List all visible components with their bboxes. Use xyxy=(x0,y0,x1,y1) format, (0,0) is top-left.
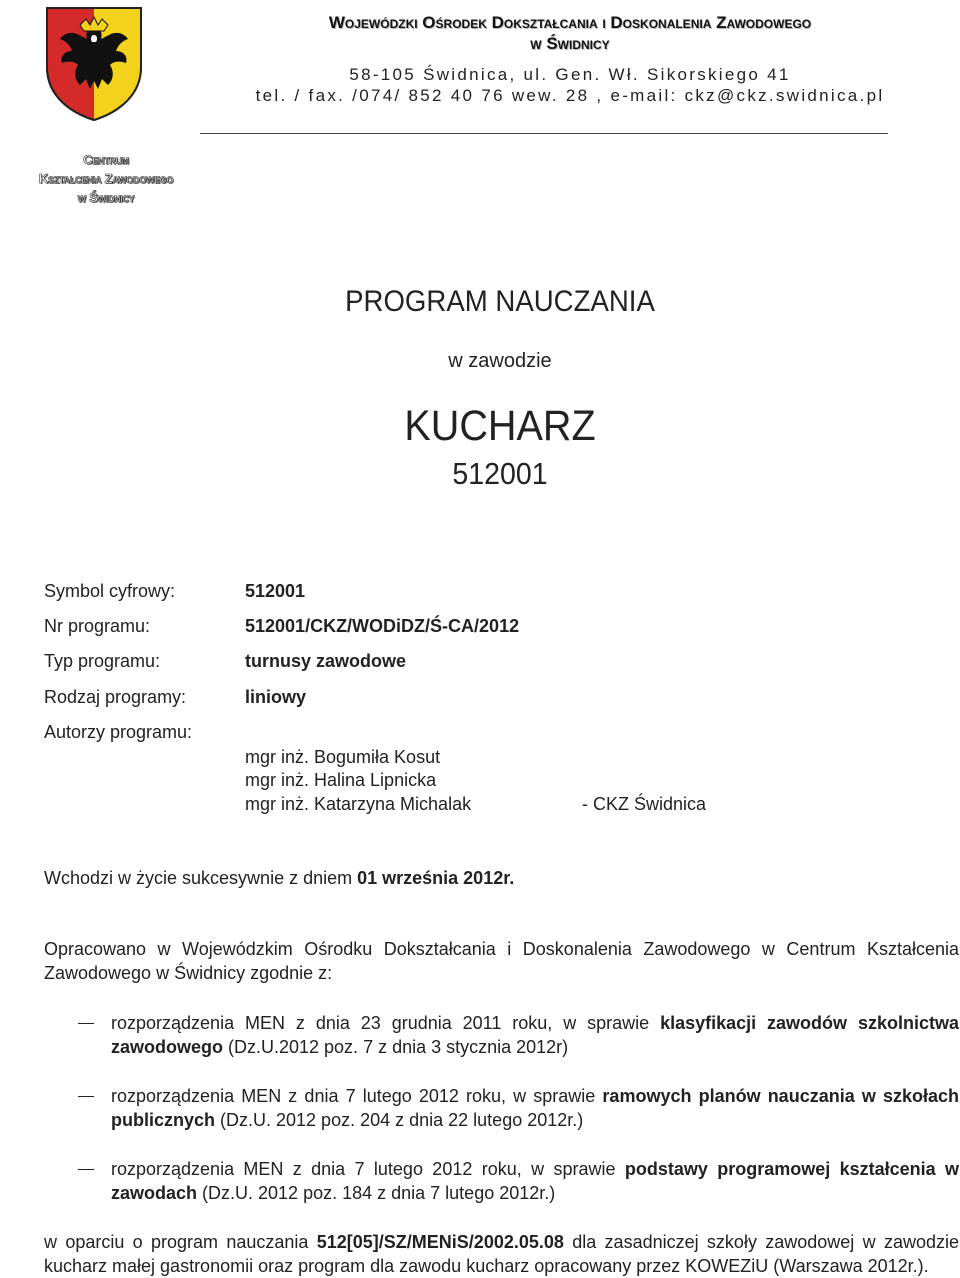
document-title: PROGRAM NAUCZANIA xyxy=(345,285,655,318)
program-number-label: Nr programu: xyxy=(44,616,151,636)
profession-code: 512001 xyxy=(452,456,548,491)
authors-label: Autorzy programu: xyxy=(44,722,193,742)
list-dash xyxy=(78,1023,94,1024)
author-item: mgr inż. Bogumiła Kosut xyxy=(245,747,441,767)
regulation-text: rozporządzenia MEN z dnia 23 grudnia 2011 roku, w sprawie xyxy=(111,1013,661,1033)
basis-text: w oparciu o program nauczania xyxy=(44,1232,317,1252)
regulation-text: rozporządzenia MEN z dnia 7 lutego 2012 roku, w sprawie xyxy=(111,1086,603,1106)
program-type-label: Typ programu: xyxy=(44,651,161,671)
program-kind-label: Rodzaj programy: xyxy=(44,687,187,707)
regulation-subject: podstawy programowej kształcenia w zawodach xyxy=(111,1159,960,1203)
organization-name-line2: w Świdnicy xyxy=(530,34,610,53)
organization-contact xyxy=(200,64,940,106)
regulation-item xyxy=(111,1084,959,1132)
regulation-reference: (Dz.U. 2012 poz. 204 z dnia 22 lutego 2012r.) xyxy=(215,1110,584,1130)
regulation-subject: klasyfikacji zawodów szkolnictwa zawodowego xyxy=(111,1013,959,1057)
effective-date: 01 września 2012r. xyxy=(357,868,515,888)
profession-name: KUCHARZ xyxy=(404,402,596,450)
symbol-value: 512001 xyxy=(245,581,306,601)
basis-description: dla zasadniczej szkoły zawodowej w zawodzie kucharz małej gastronomii oraz program dla zawodu kucharz opracowany przez KOWEZiU (Warszawa 2012r.). xyxy=(44,1232,959,1276)
program-number-value: 512001/CKZ/WODiDZ/Ś-CA/2012 xyxy=(245,616,520,636)
effective-date-prefix: Wchodzi w życie sukcesywnie z dniem xyxy=(44,868,358,888)
author-item: mgr inż. Halina Lipnicka xyxy=(245,770,437,790)
regulation-text: rozporządzenia MEN z dnia 7 lutego 2012 roku, w sprawie xyxy=(111,1159,625,1179)
voivodeship-crest-logo xyxy=(44,5,144,123)
regulation-reference: (Dz.U.2012 poz. 7 z dnia 3 stycznia 2012r) xyxy=(223,1037,569,1057)
program-kind-value: liniowy xyxy=(245,687,307,707)
organization-phone-email: tel. / fax. /074/ 852 40 76 wew. 28 , e-mail: ckz@ckz.swidnica.pl xyxy=(255,86,885,105)
authors-institution: - CKZ Świdnica xyxy=(582,794,707,814)
list-dash xyxy=(78,1096,94,1097)
ckz-logo-line3: w Świdnicy xyxy=(77,190,135,205)
regulation-reference: (Dz.U. 2012 poz. 184 z dnia 7 lutego 2012r.) xyxy=(197,1183,556,1203)
effective-date-line xyxy=(44,866,514,890)
organization-name xyxy=(200,12,940,54)
regulation-item xyxy=(111,1011,959,1059)
regulation-subject: ramowych planów nauczania w szkołach publicznych xyxy=(111,1086,959,1130)
ckz-logo-line2: Kształcenia Zawodowego xyxy=(38,171,174,186)
organization-address: 58-105 Świdnica, ul. Gen. Wł. Sikorskiego 41 xyxy=(349,65,791,84)
program-type-value: turnusy zawodowe xyxy=(245,651,407,671)
regulation-item xyxy=(111,1157,959,1205)
document-subtitle: w zawodzie xyxy=(448,350,552,372)
list-dash xyxy=(78,1169,94,1170)
ckz-logo-line1: Centrum xyxy=(83,152,129,167)
author-item: mgr inż. Katarzyna Michalak xyxy=(245,794,472,814)
basis-program-code: 512[05]/SZ/MENiS/2002.05.08 xyxy=(316,1232,564,1252)
organization-name-line1: Wojewódzki Ośrodek Dokształcania i Doskonalenia Zawodowego xyxy=(328,13,812,32)
ckz-logo-text xyxy=(0,150,212,207)
header-divider xyxy=(200,133,888,134)
symbol-label: Symbol cyfrowy: xyxy=(44,581,176,601)
basis-paragraph xyxy=(44,1230,959,1278)
developed-intro: Opracowano w Wojewódzkim Ośrodku Dokształcania i Doskonalenia Zawodowego w Centrum Kształcenia Zawodowego w Świdnicy zgodnie z: xyxy=(44,939,959,983)
